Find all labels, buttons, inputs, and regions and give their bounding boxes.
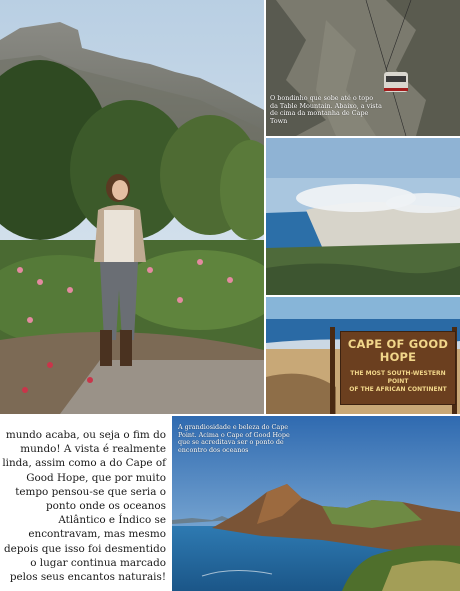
sign-line-2: THE MOST SOUTH-WESTERN POINT (350, 370, 446, 385)
cable-car-caption: O bondinho que sobe até o topo da Table Mountain. Abaixo, a vista de cima da montanha de Cape Town (270, 94, 382, 125)
garden-photo-illustration (0, 0, 264, 414)
coastline-photo (266, 138, 460, 295)
coastline-illustration (266, 138, 460, 295)
cape-sign-photo (266, 297, 460, 414)
cape-sign-board (340, 331, 456, 405)
cape-point-caption: A grandiosidade e beleza do Cape Point. Acima o Cape of Good Hope que se acreditava ser o ponto de encontro dos oceanos (178, 423, 290, 454)
article-body (2, 428, 166, 584)
sign-line-1: CAPE OF GOOD HOPE (347, 337, 449, 364)
garden-photo (0, 0, 264, 414)
article-paragraph: mundo acaba, ou seja o fim do mundo! A vista é realmente linda, assim como a do Cape of Good Hope, que por muito tempo pensou-se que seria o ponto onde os oceanos Atlântico e Índico se encontravam, mas mesmo depois que isso foi desmentido o lugar continua marcado pelos seus encantos naturais! (2, 429, 166, 584)
sign-line-3: OF THE AFRICAN CONTINENT (349, 386, 447, 393)
